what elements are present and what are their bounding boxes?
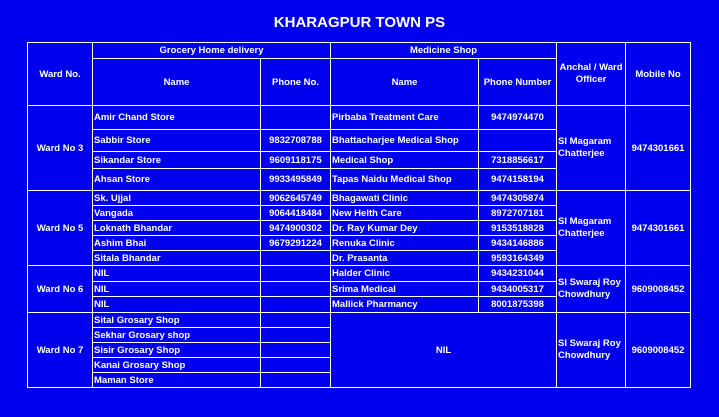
medicine-phone-cell: 9593164349 — [479, 251, 557, 266]
medicine-name-cell: Bhattacharjee Medical Shop — [331, 130, 479, 152]
page-title: KHARAGPUR TOWN PS — [273, 14, 446, 31]
grocery-name-cell: Sabbir Store — [93, 130, 261, 152]
table-row — [28, 191, 691, 206]
grocery-name-cell: Amir Chand Store — [93, 106, 261, 130]
medicine-phone-cell: 8972707181 — [479, 206, 557, 221]
grocery-name-cell: NIL — [93, 266, 261, 282]
medicine-phone-cell: 7318856617 — [479, 152, 557, 169]
header-grocery-group: Grocery Home delivery — [93, 43, 331, 59]
ward-contact-table — [27, 42, 691, 388]
ward-cell: Ward No 6 — [28, 266, 93, 313]
medicine-name-cell: Srima Medical — [331, 282, 479, 297]
grocery-phone-cell — [261, 313, 331, 328]
medicine-phone-cell: 9474158194 — [479, 169, 557, 191]
medicine-name-cell: Dr. Prasanta — [331, 251, 479, 266]
header-grocery-phone: Phone No. — [261, 59, 331, 106]
grocery-name-cell: NIL — [93, 297, 261, 313]
grocery-name-cell: Ashim Bhai — [93, 236, 261, 251]
medicine-name-cell: Tapas Naidu Medical Shop — [331, 169, 479, 191]
grocery-phone-cell — [261, 251, 331, 266]
grocery-phone-cell — [261, 266, 331, 282]
table-row — [28, 313, 691, 328]
medicine-phone-cell: 8001875398 — [479, 297, 557, 313]
grocery-phone-cell: 9679291224 — [261, 236, 331, 251]
header-ward-no: Ward No. — [28, 43, 93, 106]
grocery-phone-cell — [261, 106, 331, 130]
grocery-phone-cell — [261, 358, 331, 373]
grocery-name-cell: Sital Grosary Shop — [93, 313, 261, 328]
header-grocery-name: Name — [93, 59, 261, 106]
medicine-name-cell: Mallick Pharmancy — [331, 297, 479, 313]
grocery-name-cell: Sitala Bhandar — [93, 251, 261, 266]
medicine-phone-cell: 9434146886 — [479, 236, 557, 251]
medicine-name-cell: Dr. Ray Kumar Dey — [331, 221, 479, 236]
medicine-phone-cell: 9474974470 — [479, 106, 557, 130]
grocery-phone-cell: 9609118175 — [261, 152, 331, 169]
medicine-name-cell: Bhagawati Clinic — [331, 191, 479, 206]
grocery-name-cell: Ahsan Store — [93, 169, 261, 191]
header-medicine-phone: Phone Number — [479, 59, 557, 106]
officer-cell: SI Swaraj Roy Chowdhury — [557, 313, 626, 388]
mobile-cell: 9609008452 — [626, 313, 691, 388]
ward-cell: Ward No 7 — [28, 313, 93, 388]
medicine-phone-cell — [479, 130, 557, 152]
grocery-phone-cell: 9832708788 — [261, 130, 331, 152]
grocery-phone-cell: 9062645749 — [261, 191, 331, 206]
medicine-phone-cell: 9434005317 — [479, 282, 557, 297]
grocery-phone-cell — [261, 297, 331, 313]
mobile-cell: 9609008452 — [626, 266, 691, 313]
mobile-cell: 9474301661 — [626, 106, 691, 191]
officer-cell: SI Swaraj Roy Chowdhury — [557, 266, 626, 313]
grocery-name-cell: Maman Store — [93, 373, 261, 388]
grocery-name-cell: Sikandar Store — [93, 152, 261, 169]
medicine-name-cell: Pirbaba Treatment Care — [331, 106, 479, 130]
table-row — [28, 266, 691, 282]
grocery-phone-cell — [261, 343, 331, 358]
officer-cell: SI Magaram Chatterjee — [557, 191, 626, 266]
medicine-phone-cell: 9474305874 — [479, 191, 557, 206]
medicine-name-cell: Renuka Clinic — [331, 236, 479, 251]
grocery-name-cell: Loknath Bhandar — [93, 221, 261, 236]
medicine-nil-cell: NIL — [331, 313, 557, 388]
grocery-name-cell: Sekhar Grosary shop — [93, 328, 261, 343]
grocery-name-cell: NIL — [93, 282, 261, 297]
medicine-phone-cell: 9434231044 — [479, 266, 557, 282]
officer-cell: SI Magaram Chatterjee — [557, 106, 626, 191]
mobile-cell: 9474301661 — [626, 191, 691, 266]
grocery-phone-cell — [261, 373, 331, 388]
grocery-name-cell: Sisir Grosary Shop — [93, 343, 261, 358]
ward-cell: Ward No 5 — [28, 191, 93, 266]
medicine-name-cell: New Helth Care — [331, 206, 479, 221]
table-row — [28, 106, 691, 130]
header-medicine-group: Medicine Shop — [331, 43, 557, 59]
medicine-name-cell: Halder Clinic — [331, 266, 479, 282]
medicine-phone-cell: 9153518828 — [479, 221, 557, 236]
header-officer: Anchal / Ward Officer — [557, 43, 626, 106]
medicine-name-cell: Medical Shop — [331, 152, 479, 169]
ward-cell: Ward No 3 — [28, 106, 93, 191]
header-medicine-name: Name — [331, 59, 479, 106]
grocery-phone-cell: 9064418484 — [261, 206, 331, 221]
grocery-phone-cell: 9474900302 — [261, 221, 331, 236]
grocery-name-cell: Vangada — [93, 206, 261, 221]
header-mobile: Mobile No — [626, 43, 691, 106]
grocery-phone-cell: 9933495849 — [261, 169, 331, 191]
grocery-phone-cell — [261, 282, 331, 297]
grocery-phone-cell — [261, 328, 331, 343]
grocery-name-cell: Sk. Ujjal — [93, 191, 261, 206]
grocery-name-cell: Kanai Grosary Shop — [93, 358, 261, 373]
